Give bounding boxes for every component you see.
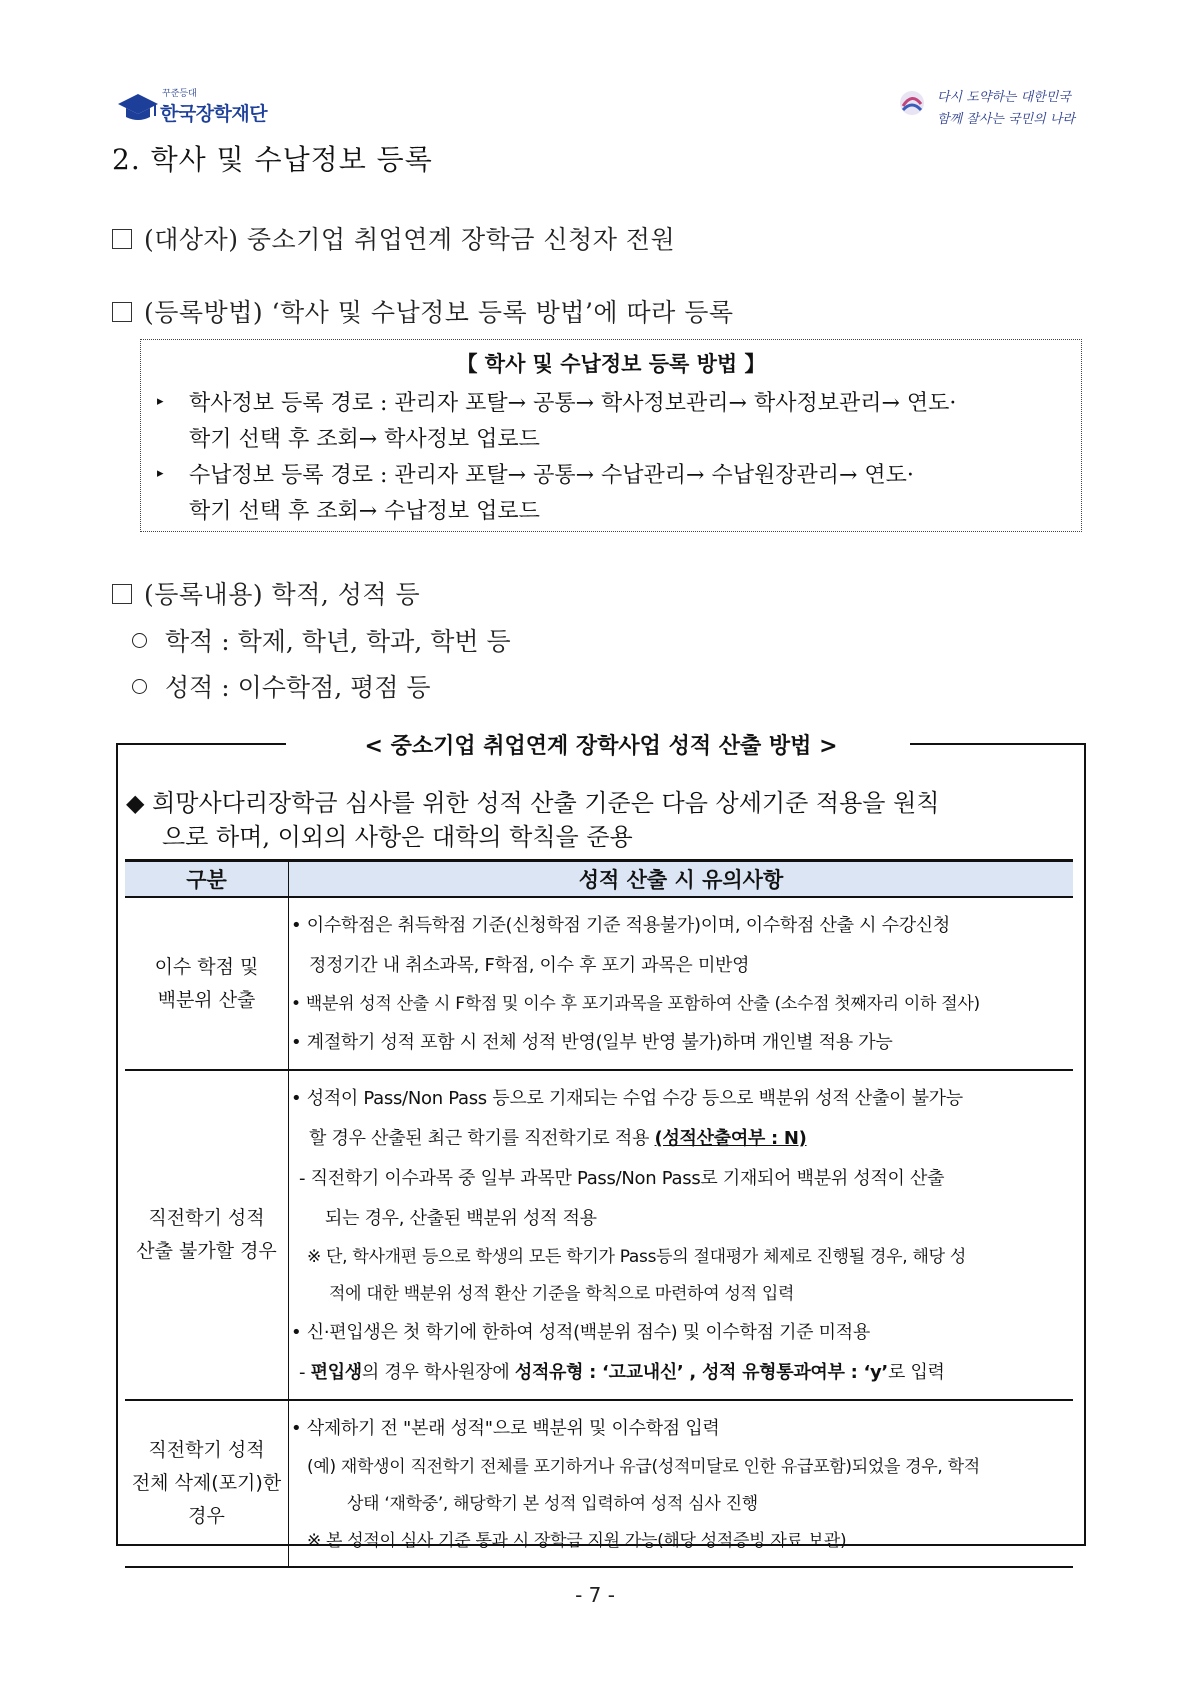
triangle-bullet-icon: ▸	[157, 394, 164, 409]
table-row	[125, 897, 1073, 1070]
section-title: 2. 학사 및 수납정보 등록	[112, 143, 433, 176]
category-line: 경우	[188, 1505, 225, 1527]
target-item-text: (대상자) 중소기업 취업연계 장학금 신청자 전원	[144, 225, 676, 254]
row-notes	[289, 1400, 1074, 1567]
note-line: - 편입생의 경우 학사원장에 성적유형 : ‘고교내신’ , 성적 유형통과여부 : ‘y’로 입력	[299, 1362, 945, 1383]
category-line: 직전학기 성적	[148, 1207, 265, 1229]
slogan-line-1: 다시 도약하는 대한민국	[937, 90, 1071, 105]
triangle-bullet-icon: ▸	[157, 466, 164, 481]
note-line: • 계절학기 성적 포함 시 전체 성적 반영(일부 반영 불가)하며 개인별 적용 가능	[291, 1032, 893, 1053]
sub-item	[132, 622, 511, 658]
row-notes	[289, 1070, 1074, 1400]
criteria-intro-line-1: ◆ 희망사다리장학금 심사를 위한 성적 산출 기준은 다음 상세기준 적용을 원칙	[126, 789, 940, 817]
row-category	[125, 1070, 289, 1400]
note-line: 되는 경우, 산출된 백분위 성적 적용	[325, 1208, 597, 1229]
note-line: 정정기간 내 취소과목, F학점, 이수 후 포기 과목은 미반영	[309, 955, 750, 976]
table-row	[125, 1070, 1073, 1400]
method-item-text: (등록방법) ‘학사 및 수납정보 등록 방법’에 따라 등록	[144, 298, 734, 327]
category-line: 이수 학점 및	[154, 955, 259, 978]
checkbox-square-icon	[112, 229, 132, 249]
category-line: 직전학기 성적	[148, 1439, 265, 1461]
government-slogan	[895, 80, 1095, 132]
slogan-line-2: 함께 잘사는 국민의 나라	[937, 112, 1075, 127]
grade-criteria-frame	[116, 734, 1086, 1551]
category-line: 백분위 산출	[157, 988, 256, 1011]
graduation-cap-icon	[116, 90, 160, 126]
logo-name: 한국장학재단	[160, 103, 268, 125]
sub-item	[132, 668, 431, 704]
note-line: ※ 본 성적이 심사 기준 통과 시 장학금 지원 가능(해당 성적증빙 자료 보관)	[307, 1531, 847, 1551]
note-line: • 삭제하기 전 "본래 성적"으로 백분위 및 이수학점 입력	[291, 1418, 720, 1439]
grade-calc-flag: (성적산출여부 : N)	[654, 1128, 807, 1149]
table-row	[125, 1400, 1073, 1567]
col-header-notes: 성적 산출 시 유의사항	[289, 861, 1074, 898]
note-line: • 백분위 성적 산출 시 F학점 및 이수 후 포기과목을 포함하여 산출 (소수점 첫째자리 이하 절사)	[291, 994, 980, 1014]
col-header-category: 구분	[125, 861, 289, 898]
slogan-emblem-icon	[895, 86, 929, 120]
circle-bullet-icon	[132, 633, 147, 648]
row-category	[125, 1400, 289, 1567]
registration-method-box	[140, 339, 1082, 532]
method-line: 수납정보 등록 경로 : 관리자 포탈→ 공통→ 수납관리→ 수납원장관리→ 연도·	[189, 463, 914, 488]
criteria-intro-line-2: 으로 하며, 이외의 사항은 대학의 학칙을 준용	[162, 823, 633, 851]
logo-tagline: 꾸준등대	[162, 89, 197, 99]
content-item-text: (등록내용) 학적, 성적 등	[144, 580, 421, 609]
method-line: 학기 선택 후 조회→ 학사정보 업로드	[189, 427, 540, 452]
method-line: 학사정보 등록 경로 : 관리자 포탈→ 공통→ 학사정보관리→ 학사정보관리→ 연도·	[189, 391, 957, 416]
row-category	[125, 897, 289, 1070]
note-line: • 이수학점은 취득학점 기준(신청학점 기준 적용불가)이며, 이수학점 산출 시 수강신청	[291, 915, 950, 936]
note-line: • 신·편입생은 첫 학기에 한하여 성적(백분위 점수) 및 이수학점 기준 미적용	[291, 1322, 870, 1343]
method-box-title: 【 학사 및 수납정보 등록 방법 】	[456, 352, 766, 376]
category-line: 전체 삭제(포기)한	[131, 1472, 282, 1494]
content-item	[112, 575, 420, 611]
row-notes	[289, 897, 1074, 1070]
table-header-row	[125, 861, 1073, 898]
criteria-table	[125, 859, 1073, 1568]
note-line: • 성적이 Pass/Non Pass 등으로 기재되는 수업 수강 등으로 백분위 성적 산출이 불가능	[291, 1088, 963, 1109]
sub-item-text: 학적 : 학제, 학년, 학과, 학번 등	[165, 627, 511, 656]
criteria-title: < 중소기업 취업연계 장학사업 성적 산출 방법 >	[364, 734, 838, 759]
method-item	[112, 293, 734, 329]
note-line: (예) 재학생이 직전학기 전체를 포기하거나 유급(성적미달로 인한 유급포함)되었을 경우, 학적	[307, 1457, 980, 1477]
note-line: 상태 ‘재학중’, 해당학기 본 성적 입력하여 성적 심사 진행	[347, 1494, 758, 1514]
note-line: 적에 대한 백분위 성적 환산 기준을 학칙으로 마련하여 성적 입력	[329, 1284, 795, 1304]
page-number: - 7 -	[575, 1583, 615, 1607]
category-line: 산출 불가할 경우	[136, 1240, 277, 1262]
circle-bullet-icon	[132, 679, 147, 694]
note-line: ※ 단, 학사개편 등으로 학생의 모든 학기가 Pass등의 절대평가 체제로 진행될 경우, 해당 성	[307, 1247, 966, 1267]
checkbox-square-icon	[112, 302, 132, 322]
kosaf-logo	[116, 86, 296, 128]
note-line: 할 경우 산출된 최근 학기를 직전학기로 적용 (성적산출여부 : N)	[309, 1128, 807, 1149]
checkbox-square-icon	[112, 584, 132, 604]
note-line: - 직전학기 이수과목 중 일부 과목만 Pass/Non Pass로 기재되어 백분위 성적이 산출	[299, 1168, 945, 1189]
sub-item-text: 성적 : 이수학점, 평점 등	[165, 673, 431, 702]
target-item	[112, 220, 675, 256]
method-line: 학기 선택 후 조회→ 수납정보 업로드	[189, 499, 540, 524]
